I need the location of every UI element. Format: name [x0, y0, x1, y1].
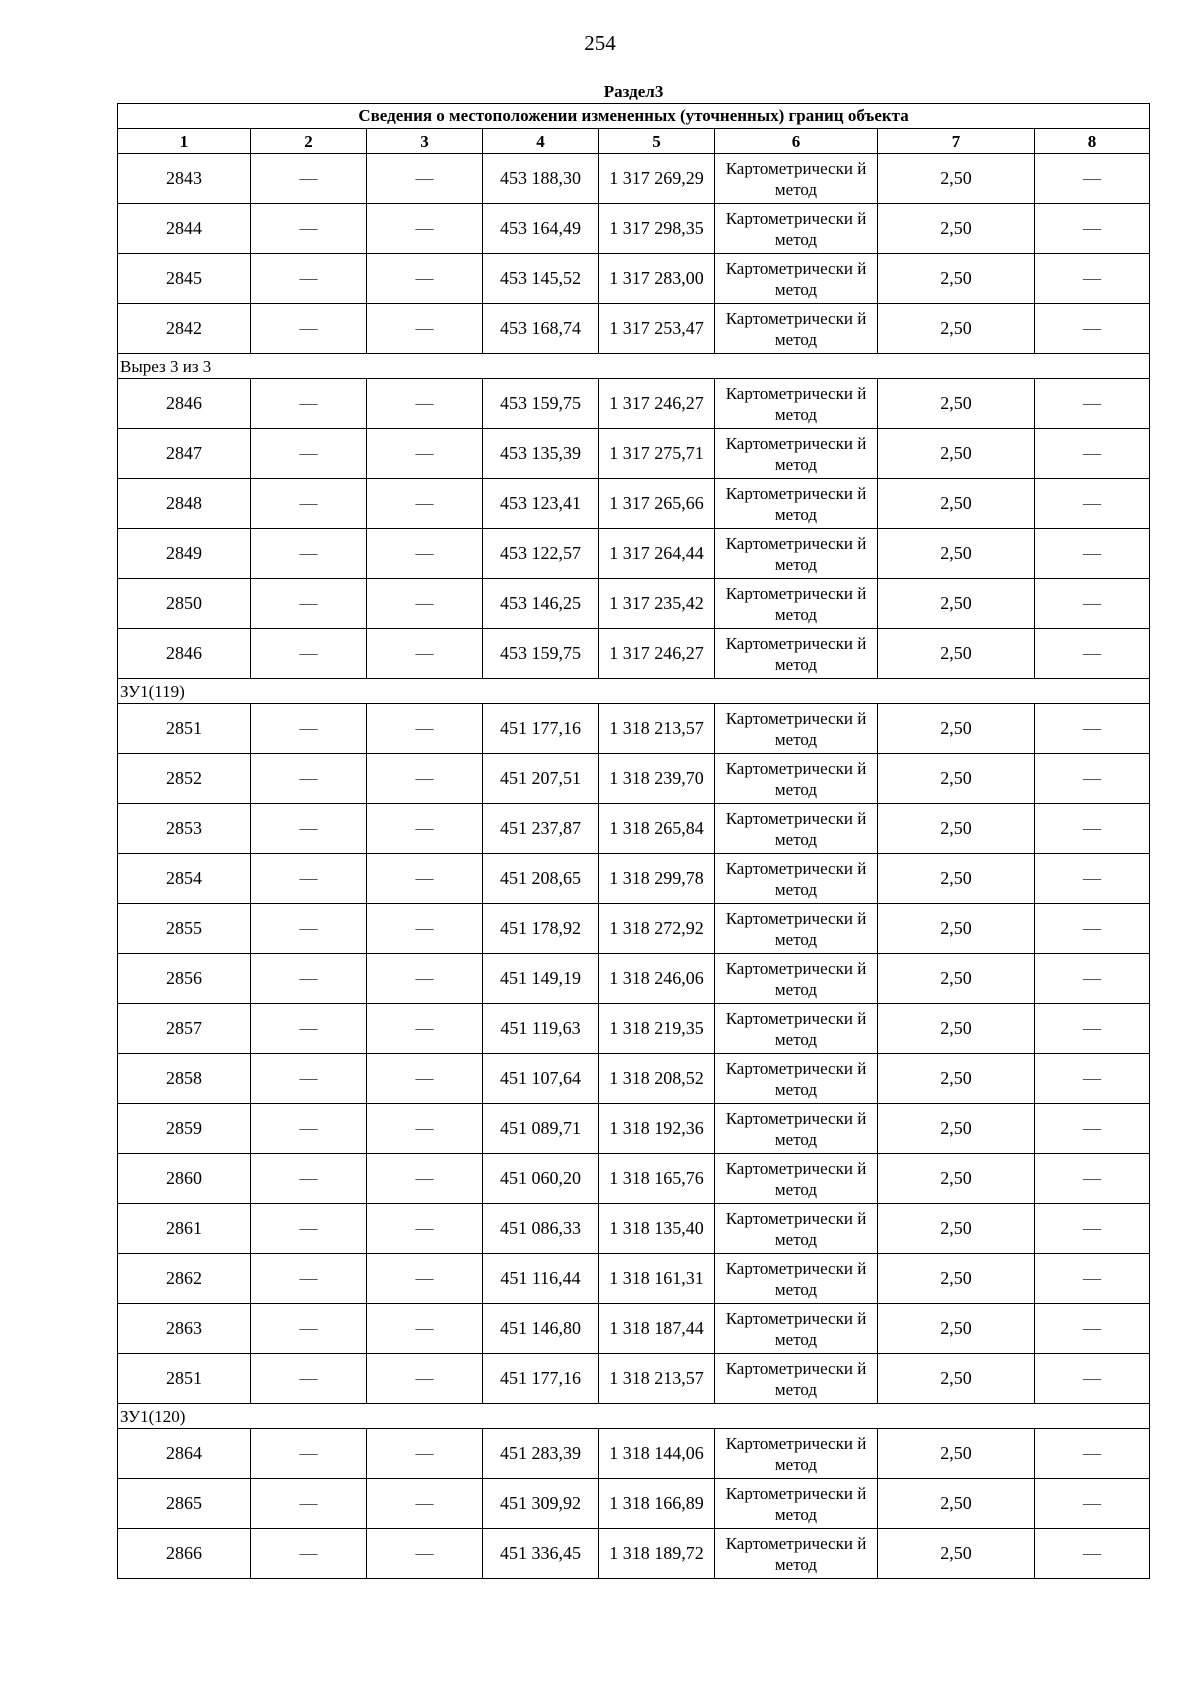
column-3-cell: —	[367, 1154, 483, 1204]
point-number-cell: 2852	[118, 754, 251, 804]
section-label-row	[118, 81, 1150, 104]
method-cell: Картометрически й метод	[715, 1304, 878, 1354]
accuracy-cell: 2,50	[878, 1479, 1035, 1529]
table-row	[118, 1429, 1150, 1479]
column-8-cell: —	[1035, 1104, 1150, 1154]
table-title: Сведения о местоположении измененных (уточненных) границ объекта	[118, 104, 1150, 129]
column-8-cell: —	[1035, 204, 1150, 254]
column-header: 6	[715, 129, 878, 154]
y-coordinate-cell: 1 317 298,35	[599, 204, 715, 254]
column-2-cell: —	[251, 1104, 367, 1154]
method-cell: Картометрически й метод	[715, 1254, 878, 1304]
column-2-cell: —	[251, 804, 367, 854]
x-coordinate-cell: 453 168,74	[483, 304, 599, 354]
accuracy-cell: 2,50	[878, 1104, 1035, 1154]
column-3-cell: —	[367, 1254, 483, 1304]
table-row	[118, 204, 1150, 254]
table-row	[118, 304, 1150, 354]
column-3-cell: —	[367, 1104, 483, 1154]
column-2-cell: —	[251, 379, 367, 429]
column-2-cell: —	[251, 854, 367, 904]
column-2-cell: —	[251, 1204, 367, 1254]
column-3-cell: —	[367, 204, 483, 254]
x-coordinate-cell: 451 177,16	[483, 1354, 599, 1404]
y-coordinate-cell: 1 318 165,76	[599, 1154, 715, 1204]
column-2-cell: —	[251, 1304, 367, 1354]
x-coordinate-cell: 453 159,75	[483, 629, 599, 679]
column-8-cell: —	[1035, 1054, 1150, 1104]
group-header-row	[118, 354, 1150, 379]
column-3-cell: —	[367, 479, 483, 529]
point-number-cell: 2865	[118, 1479, 251, 1529]
point-number-cell: 2861	[118, 1204, 251, 1254]
column-header: 4	[483, 129, 599, 154]
table-row	[118, 1104, 1150, 1154]
y-coordinate-cell: 1 318 192,36	[599, 1104, 715, 1154]
column-2-cell: —	[251, 254, 367, 304]
column-3-cell: —	[367, 579, 483, 629]
point-number-cell: 2862	[118, 1254, 251, 1304]
point-number-cell: 2845	[118, 254, 251, 304]
column-2-cell: —	[251, 629, 367, 679]
column-header: 1	[118, 129, 251, 154]
column-8-cell: —	[1035, 1154, 1150, 1204]
accuracy-cell: 2,50	[878, 1304, 1035, 1354]
method-cell: Картометрически й метод	[715, 1354, 878, 1404]
y-coordinate-cell: 1 318 239,70	[599, 754, 715, 804]
column-8-cell: —	[1035, 704, 1150, 754]
y-coordinate-cell: 1 317 253,47	[599, 304, 715, 354]
table-row	[118, 154, 1150, 204]
point-number-cell: 2843	[118, 154, 251, 204]
x-coordinate-cell: 451 116,44	[483, 1254, 599, 1304]
table-row	[118, 1479, 1150, 1529]
group-label: Вырез 3 из 3	[118, 354, 1150, 379]
column-8-cell: —	[1035, 954, 1150, 1004]
column-header: 2	[251, 129, 367, 154]
x-coordinate-cell: 453 146,25	[483, 579, 599, 629]
accuracy-cell: 2,50	[878, 629, 1035, 679]
table-row	[118, 479, 1150, 529]
point-number-cell: 2846	[118, 379, 251, 429]
point-number-cell: 2842	[118, 304, 251, 354]
column-2-cell: —	[251, 479, 367, 529]
method-cell: Картометрически й метод	[715, 1054, 878, 1104]
method-cell: Картометрически й метод	[715, 904, 878, 954]
accuracy-cell: 2,50	[878, 954, 1035, 1004]
column-8-cell: —	[1035, 529, 1150, 579]
accuracy-cell: 2,50	[878, 904, 1035, 954]
x-coordinate-cell: 451 177,16	[483, 704, 599, 754]
column-3-cell: —	[367, 1204, 483, 1254]
y-coordinate-cell: 1 317 264,44	[599, 529, 715, 579]
column-8-cell: —	[1035, 1204, 1150, 1254]
point-number-cell: 2860	[118, 1154, 251, 1204]
point-number-cell: 2859	[118, 1104, 251, 1154]
column-8-cell: —	[1035, 1429, 1150, 1479]
point-number-cell: 2864	[118, 1429, 251, 1479]
point-number-cell: 2848	[118, 479, 251, 529]
column-8-cell: —	[1035, 1354, 1150, 1404]
x-coordinate-cell: 453 145,52	[483, 254, 599, 304]
method-cell: Картометрически й метод	[715, 429, 878, 479]
accuracy-cell: 2,50	[878, 754, 1035, 804]
method-cell: Картометрически й метод	[715, 804, 878, 854]
accuracy-cell: 2,50	[878, 304, 1035, 354]
column-8-cell: —	[1035, 1479, 1150, 1529]
y-coordinate-cell: 1 317 246,27	[599, 379, 715, 429]
method-cell: Картометрически й метод	[715, 854, 878, 904]
column-8-cell: —	[1035, 629, 1150, 679]
x-coordinate-cell: 453 135,39	[483, 429, 599, 479]
table-row	[118, 1354, 1150, 1404]
x-coordinate-cell: 451 178,92	[483, 904, 599, 954]
y-coordinate-cell: 1 318 265,84	[599, 804, 715, 854]
x-coordinate-cell: 451 149,19	[483, 954, 599, 1004]
y-coordinate-cell: 1 318 187,44	[599, 1304, 715, 1354]
table-row	[118, 1154, 1150, 1204]
table-row	[118, 529, 1150, 579]
y-coordinate-cell: 1 318 219,35	[599, 1004, 715, 1054]
section-label: Раздел3	[118, 81, 1150, 104]
table-body	[118, 81, 1150, 1579]
method-cell: Картометрически й метод	[715, 1429, 878, 1479]
y-coordinate-cell: 1 318 246,06	[599, 954, 715, 1004]
y-coordinate-cell: 1 318 213,57	[599, 1354, 715, 1404]
column-8-cell: —	[1035, 579, 1150, 629]
accuracy-cell: 2,50	[878, 429, 1035, 479]
y-coordinate-cell: 1 318 189,72	[599, 1529, 715, 1579]
method-cell: Картометрически й метод	[715, 204, 878, 254]
table-row	[118, 904, 1150, 954]
column-8-cell: —	[1035, 754, 1150, 804]
x-coordinate-cell: 451 336,45	[483, 1529, 599, 1579]
column-8-cell: —	[1035, 254, 1150, 304]
column-3-cell: —	[367, 1354, 483, 1404]
point-number-cell: 2858	[118, 1054, 251, 1104]
method-cell: Картометрически й метод	[715, 1529, 878, 1579]
method-cell: Картометрически й метод	[715, 754, 878, 804]
table-row	[118, 1254, 1150, 1304]
point-number-cell: 2851	[118, 1354, 251, 1404]
group-label: ЗУ1(119)	[118, 679, 1150, 704]
method-cell: Картометрически й метод	[715, 479, 878, 529]
column-8-cell: —	[1035, 304, 1150, 354]
column-8-cell: —	[1035, 904, 1150, 954]
column-8-cell: —	[1035, 1254, 1150, 1304]
accuracy-cell: 2,50	[878, 804, 1035, 854]
x-coordinate-cell: 451 283,39	[483, 1429, 599, 1479]
table-row	[118, 1054, 1150, 1104]
x-coordinate-cell: 451 107,64	[483, 1054, 599, 1104]
accuracy-cell: 2,50	[878, 1054, 1035, 1104]
x-coordinate-cell: 451 060,20	[483, 1154, 599, 1204]
column-8-cell: —	[1035, 854, 1150, 904]
method-cell: Картометрически й метод	[715, 954, 878, 1004]
column-8-cell: —	[1035, 379, 1150, 429]
column-3-cell: —	[367, 379, 483, 429]
table-title-row	[118, 104, 1150, 129]
accuracy-cell: 2,50	[878, 529, 1035, 579]
point-number-cell: 2846	[118, 629, 251, 679]
point-number-cell: 2853	[118, 804, 251, 854]
accuracy-cell: 2,50	[878, 1529, 1035, 1579]
method-cell: Картометрически й метод	[715, 629, 878, 679]
table-row	[118, 1204, 1150, 1254]
column-3-cell: —	[367, 629, 483, 679]
table-row	[118, 704, 1150, 754]
method-cell: Картометрически й метод	[715, 529, 878, 579]
y-coordinate-cell: 1 317 246,27	[599, 629, 715, 679]
accuracy-cell: 2,50	[878, 204, 1035, 254]
column-8-cell: —	[1035, 154, 1150, 204]
column-2-cell: —	[251, 704, 367, 754]
x-coordinate-cell: 451 086,33	[483, 1204, 599, 1254]
table-row	[118, 254, 1150, 304]
column-3-cell: —	[367, 1429, 483, 1479]
method-cell: Картометрически й метод	[715, 154, 878, 204]
boundary-coordinates-table	[117, 81, 1150, 1579]
column-2-cell: —	[251, 1004, 367, 1054]
column-3-cell: —	[367, 1304, 483, 1354]
accuracy-cell: 2,50	[878, 854, 1035, 904]
point-number-cell: 2851	[118, 704, 251, 754]
table-row	[118, 854, 1150, 904]
method-cell: Картометрически й метод	[715, 579, 878, 629]
column-3-cell: —	[367, 904, 483, 954]
column-2-cell: —	[251, 1354, 367, 1404]
accuracy-cell: 2,50	[878, 254, 1035, 304]
group-header-row	[118, 679, 1150, 704]
accuracy-cell: 2,50	[878, 1354, 1035, 1404]
y-coordinate-cell: 1 318 166,89	[599, 1479, 715, 1529]
method-cell: Картометрически й метод	[715, 704, 878, 754]
table-row	[118, 754, 1150, 804]
accuracy-cell: 2,50	[878, 1254, 1035, 1304]
table-row	[118, 579, 1150, 629]
x-coordinate-cell: 453 123,41	[483, 479, 599, 529]
point-number-cell: 2866	[118, 1529, 251, 1579]
table-row	[118, 1004, 1150, 1054]
point-number-cell: 2847	[118, 429, 251, 479]
x-coordinate-cell: 453 122,57	[483, 529, 599, 579]
column-2-cell: —	[251, 154, 367, 204]
column-2-cell: —	[251, 954, 367, 1004]
x-coordinate-cell: 453 159,75	[483, 379, 599, 429]
point-number-cell: 2850	[118, 579, 251, 629]
column-3-cell: —	[367, 954, 483, 1004]
y-coordinate-cell: 1 317 275,71	[599, 429, 715, 479]
column-3-cell: —	[367, 304, 483, 354]
x-coordinate-cell: 451 119,63	[483, 1004, 599, 1054]
method-cell: Картометрически й метод	[715, 1004, 878, 1054]
x-coordinate-cell: 451 208,65	[483, 854, 599, 904]
column-2-cell: —	[251, 1479, 367, 1529]
y-coordinate-cell: 1 318 161,31	[599, 1254, 715, 1304]
y-coordinate-cell: 1 317 265,66	[599, 479, 715, 529]
table-row	[118, 379, 1150, 429]
method-cell: Картометрически й метод	[715, 1104, 878, 1154]
x-coordinate-cell: 451 309,92	[483, 1479, 599, 1529]
accuracy-cell: 2,50	[878, 379, 1035, 429]
column-2-cell: —	[251, 904, 367, 954]
column-2-cell: —	[251, 1254, 367, 1304]
column-2-cell: —	[251, 529, 367, 579]
y-coordinate-cell: 1 318 144,06	[599, 1429, 715, 1479]
accuracy-cell: 2,50	[878, 704, 1035, 754]
y-coordinate-cell: 1 318 299,78	[599, 854, 715, 904]
x-coordinate-cell: 453 164,49	[483, 204, 599, 254]
point-number-cell: 2856	[118, 954, 251, 1004]
y-coordinate-cell: 1 318 272,92	[599, 904, 715, 954]
column-header: 5	[599, 129, 715, 154]
point-number-cell: 2863	[118, 1304, 251, 1354]
column-2-cell: —	[251, 429, 367, 479]
y-coordinate-cell: 1 317 283,00	[599, 254, 715, 304]
column-3-cell: —	[367, 1004, 483, 1054]
x-coordinate-cell: 451 146,80	[483, 1304, 599, 1354]
point-number-cell: 2855	[118, 904, 251, 954]
column-header: 8	[1035, 129, 1150, 154]
y-coordinate-cell: 1 317 235,42	[599, 579, 715, 629]
column-3-cell: —	[367, 754, 483, 804]
column-8-cell: —	[1035, 1004, 1150, 1054]
accuracy-cell: 2,50	[878, 1004, 1035, 1054]
column-3-cell: —	[367, 429, 483, 479]
column-header-row	[118, 129, 1150, 154]
column-3-cell: —	[367, 854, 483, 904]
table-row	[118, 629, 1150, 679]
method-cell: Картометрически й метод	[715, 1479, 878, 1529]
method-cell: Картометрически й метод	[715, 379, 878, 429]
column-3-cell: —	[367, 704, 483, 754]
column-3-cell: —	[367, 254, 483, 304]
column-3-cell: —	[367, 1054, 483, 1104]
accuracy-cell: 2,50	[878, 154, 1035, 204]
column-8-cell: —	[1035, 1529, 1150, 1579]
column-3-cell: —	[367, 1479, 483, 1529]
column-3-cell: —	[367, 804, 483, 854]
method-cell: Картометрически й метод	[715, 254, 878, 304]
accuracy-cell: 2,50	[878, 1204, 1035, 1254]
page-number: 254	[584, 31, 616, 55]
column-header: 3	[367, 129, 483, 154]
accuracy-cell: 2,50	[878, 1429, 1035, 1479]
column-8-cell: —	[1035, 804, 1150, 854]
column-8-cell: —	[1035, 1304, 1150, 1354]
y-coordinate-cell: 1 318 135,40	[599, 1204, 715, 1254]
column-3-cell: —	[367, 154, 483, 204]
x-coordinate-cell: 451 207,51	[483, 754, 599, 804]
accuracy-cell: 2,50	[878, 1154, 1035, 1204]
accuracy-cell: 2,50	[878, 479, 1035, 529]
column-header: 7	[878, 129, 1035, 154]
column-2-cell: —	[251, 1429, 367, 1479]
method-cell: Картометрически й метод	[715, 1204, 878, 1254]
point-number-cell: 2857	[118, 1004, 251, 1054]
table-row	[118, 804, 1150, 854]
column-3-cell: —	[367, 1529, 483, 1579]
column-2-cell: —	[251, 754, 367, 804]
table-row	[118, 429, 1150, 479]
table-row	[118, 1304, 1150, 1354]
point-number-cell: 2849	[118, 529, 251, 579]
column-8-cell: —	[1035, 429, 1150, 479]
column-2-cell: —	[251, 579, 367, 629]
y-coordinate-cell: 1 318 208,52	[599, 1054, 715, 1104]
group-header-row	[118, 1404, 1150, 1429]
method-cell: Картометрически й метод	[715, 304, 878, 354]
table-row	[118, 954, 1150, 1004]
accuracy-cell: 2,50	[878, 579, 1035, 629]
x-coordinate-cell: 451 089,71	[483, 1104, 599, 1154]
column-2-cell: —	[251, 204, 367, 254]
x-coordinate-cell: 453 188,30	[483, 154, 599, 204]
point-number-cell: 2844	[118, 204, 251, 254]
y-coordinate-cell: 1 318 213,57	[599, 704, 715, 754]
column-2-cell: —	[251, 1154, 367, 1204]
group-label: ЗУ1(120)	[118, 1404, 1150, 1429]
point-number-cell: 2854	[118, 854, 251, 904]
column-3-cell: —	[367, 529, 483, 579]
column-2-cell: —	[251, 1529, 367, 1579]
y-coordinate-cell: 1 317 269,29	[599, 154, 715, 204]
column-2-cell: —	[251, 1054, 367, 1104]
table-row	[118, 1529, 1150, 1579]
x-coordinate-cell: 451 237,87	[483, 804, 599, 854]
method-cell: Картометрически й метод	[715, 1154, 878, 1204]
column-8-cell: —	[1035, 479, 1150, 529]
column-2-cell: —	[251, 304, 367, 354]
